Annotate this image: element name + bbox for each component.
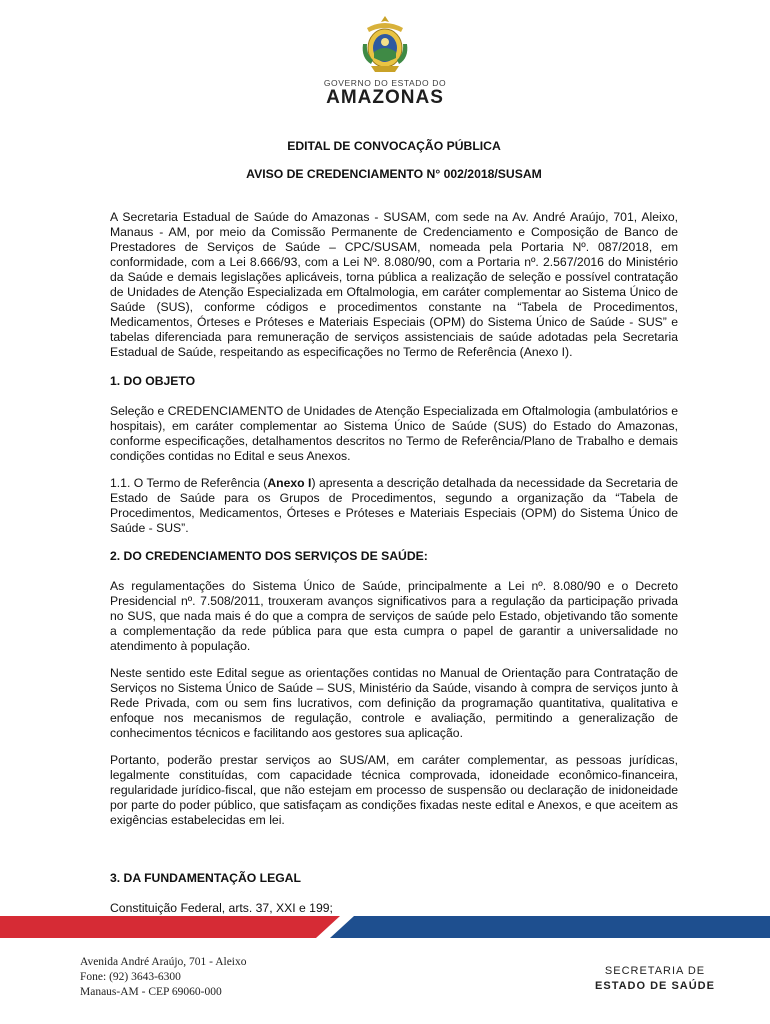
header-logo: [0, 14, 770, 109]
footer-department: [560, 964, 750, 994]
section-3-paragraph-1: Constituição Federal, arts. 37, XXI e 199;: [110, 901, 333, 915]
section-2-paragraph-2: Neste sentido este Edital segue as orientações contidas no Manual de Orientação para Contratação de Serviços no Sistema Único de Saúde – SUS, Ministério da Saúde, visando à compra de serviços junto à Rede Privada, com ou sem fins lucrativos, com definição da programação quantitativa, qualitativa e enfoque nos mecanismos de regulação, controle e avaliação, permitindo a generalização de conhecimentos técnicos e facilitando aos gestores sua aplicação.: [110, 666, 678, 740]
address-line-3: Manaus-AM - CEP 69060-000: [80, 986, 222, 998]
section-2-heading: 2. DO CREDENCIAMENTO DOS SERVIÇOS DE SAÚDE:: [110, 549, 428, 563]
gov-line: GOVERNO DO ESTADO DO: [323, 78, 447, 88]
p2-text-after: ) apresenta a descrição detalhada da necessidade da Secretaria de Estado de Saúde para os Grupos de Procedimentos, segundo a organização da “Tabela de Procedimentos, Medicamentos, Órteses e Próteses e Materiais Especiais (OPM) do Sistema Único de Saúde - SUS”.: [110, 476, 679, 535]
intro-paragraph: A Secretaria Estadual de Saúde do Amazonas - SUSAM, com sede na Av. André Araújo, 701, Aleixo, Manaus - AM, por meio da Comissão Permanente de Credenciamento e Composição de Banco de Prestadores de Serviços de Saúde – CPC/SUSAM, nomeada pela Portaria Nº. 087/2018, em conformidade, com a Lei 8.666/93, com a Lei Nº. 8.080/90, com a Portaria nº. 2.567/2016 do Ministério da Saúde e demais legislações aplicáveis, torna pública a realização de seleção e possível contratação de Unidades de Atenção Especializada em Oftalmologia, em caráter complementar ao Sistema Único de Saúde (SUS), conforme códigos e procedimentos constante na “Tabela de Procedimentos, Medicamentos, Órteses e Próteses e Materiais Especiais (OPM) do Sistema Único de Saúde - SUS” e tabelas diferenciada para remuneração de serviços assistenciais de saúde adotadas pela Secretaria Estadual de Saúde, respeitando as especificações no Termo de Referência (Anexo I).: [110, 210, 678, 359]
document-body: [110, 136, 678, 916]
state-name: AMAZONAS: [326, 87, 444, 108]
document-subtitle: AVISO DE CREDENCIAMENTO N° 002/2018/SUSAM: [246, 167, 542, 181]
p2-bold-annex: Anexo I: [267, 476, 312, 490]
section-1-paragraph-1: Seleção e CREDENCIAMENTO de Unidades de Atenção Especializada em Oftalmologia (ambulatórios e hospitais), em caráter complementar ao Sistema Único de Saúde (SUS) do Estado do Amazonas, conforme especificações, detalhamentos descritos no Termo de Referência/Plano de Trabalho e demais condições contidas no Edital e seus Anexos.: [110, 404, 678, 463]
p2-text-before: 1.1. O Termo de Referência (: [110, 476, 268, 490]
document-title: EDITAL DE CONVOCAÇÃO PÚBLICA: [287, 139, 501, 153]
section-3-heading: 3. DA FUNDAMENTAÇÃO LEGAL: [110, 871, 301, 885]
address-line-1: Avenida André Araújo, 701 - Aleixo: [80, 956, 247, 968]
footer-address: [80, 955, 247, 1000]
dept-line-2: ESTADO DE SAÚDE: [595, 980, 715, 992]
footer-stripe: [0, 912, 770, 938]
section-2-paragraph-1: As regulamentações do Sistema Único de Saúde, principalmente a Lei nº. 8.080/90 e o Decreto Presidencial nº. 7.508/2011, trouxeram avanços significativos para a regulação da participação privada no SUS, que nada mais é do que a compra de serviços de saúde pelo Estado, objetivando tão somente a complementação da rede pública para que esta cumpra o papel de garantir a universalidade no atendimento à população.: [110, 579, 678, 653]
section-1-paragraph-2: [110, 476, 678, 536]
amazonas-coat-of-arms-icon: [359, 14, 411, 76]
address-line-2: Fone: (92) 3643-6300: [80, 971, 181, 983]
section-2-paragraph-3: Portanto, poderão prestar serviços ao SUS/AM, em caráter complementar, as pessoas jurídicas, legalmente constituídas, com capacidade técnica comprovada, idoneidade econômico-financeira, regularidade jurídico-fiscal, que não estejam em processo de suspensão ou declaração de inidoneidade por parte do poder público, que satisfaçam as condições fixadas neste edital e Anexos, e que aceitem as exigências estabelecidas em lei.: [110, 753, 678, 827]
dept-line-1: SECRETARIA DE: [604, 965, 706, 977]
section-1-heading: 1. DO OBJETO: [110, 374, 196, 388]
